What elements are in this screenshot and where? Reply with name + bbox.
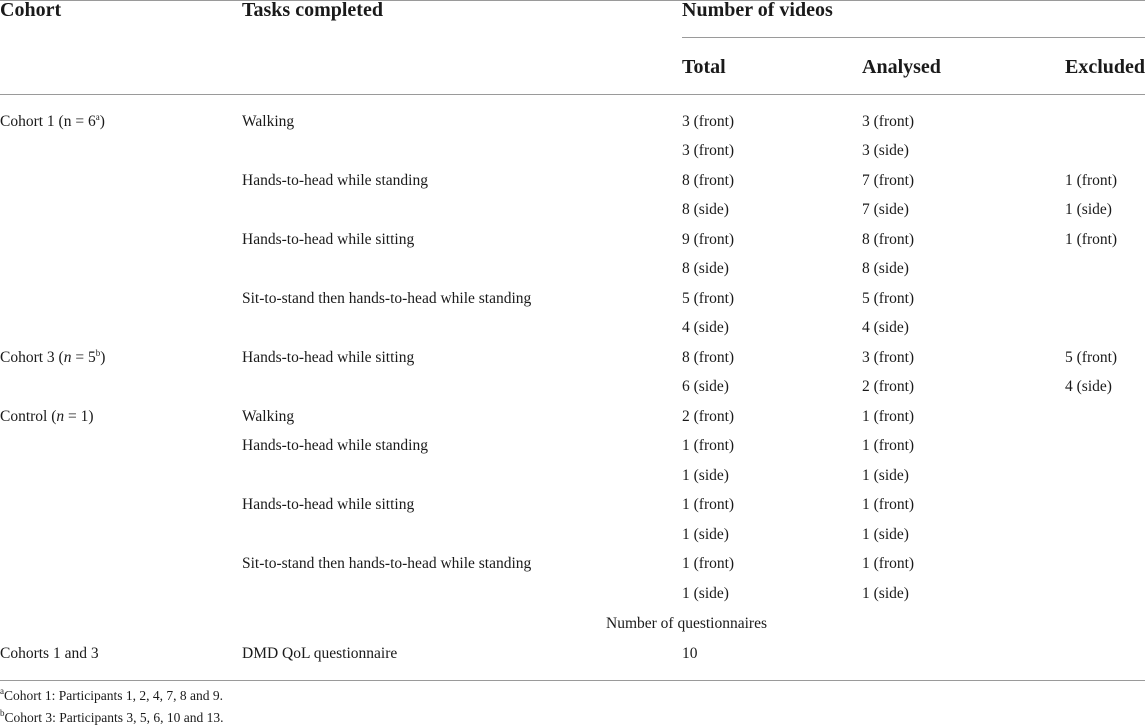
excluded-cell: 4 (side) bbox=[1065, 378, 1112, 395]
total-cell: 8 (front) bbox=[682, 349, 735, 366]
cohort-3-label: Cohort 3 $(n = 5^b)$ bbox=[0, 348, 106, 366]
analysed-cell: 3 (side) bbox=[862, 142, 909, 159]
total-cell: 2 (front) bbox=[682, 408, 735, 425]
analysed-cell: 5 (front) bbox=[862, 290, 915, 307]
task-cell: Walking bbox=[242, 408, 295, 425]
task-cell: Hands-to-head while sitting bbox=[242, 349, 415, 366]
task-cell: Sit-to-stand then hands-to-head while standing bbox=[242, 555, 532, 572]
total-cell: 6 (side) bbox=[682, 378, 729, 395]
total-cell: 1 (front) bbox=[682, 437, 735, 454]
total-cell: 1 (side) bbox=[682, 467, 729, 484]
footnote-mark-a: a bbox=[95, 112, 100, 122]
total-cell: 8 (front) bbox=[682, 172, 735, 189]
analysed-cell: 8 (front) bbox=[862, 231, 915, 248]
footnote-a: $^a$Cohort 1: Participants 1, 2, 4, 7, 8 and 9. bbox=[0, 686, 223, 703]
excluded-cell: 1 (front) bbox=[1065, 172, 1118, 189]
cohorts-1-and-3-label: Cohorts 1 and 3 bbox=[0, 645, 99, 662]
analysed-cell: 1 (side) bbox=[862, 585, 909, 602]
excluded-cell: 5 (front) bbox=[1065, 349, 1118, 366]
analysed-cell: 1 (front) bbox=[862, 437, 915, 454]
excluded-cell: 1 (front) bbox=[1065, 231, 1118, 248]
footnote-b: $^b$Cohort 3: Participants 3, 5, 6, 10 and 13. bbox=[0, 708, 224, 725]
excluded-cell: 1 (side) bbox=[1065, 201, 1112, 218]
analysed-cell: 1 (side) bbox=[862, 467, 909, 484]
header-excluded: Excluded bbox=[1065, 56, 1145, 78]
footnote-mark-b: b bbox=[95, 348, 101, 358]
table-bottom-rule bbox=[0, 680, 1145, 681]
total-cell: 3 (front) bbox=[682, 142, 735, 159]
task-cell: Hands-to-head while standing bbox=[242, 172, 428, 189]
header-tasks: Tasks completed bbox=[242, 0, 383, 21]
analysed-cell: 1 (front) bbox=[862, 555, 915, 572]
total-cell: 1 (front) bbox=[682, 496, 735, 513]
analysed-cell: 2 (front) bbox=[862, 378, 915, 395]
questionnaire-task-cell: DMD QoL questionnaire bbox=[242, 645, 398, 662]
total-cell: 1 (side) bbox=[682, 585, 729, 602]
header-bottom-rule bbox=[0, 94, 1145, 95]
total-cell: 8 (side) bbox=[682, 201, 729, 218]
total-cell: 1 (front) bbox=[682, 555, 735, 572]
total-cell: 8 (side) bbox=[682, 260, 729, 277]
task-cell: Walking bbox=[242, 113, 295, 130]
control-label: Control (n = 1) bbox=[0, 408, 94, 425]
task-cell: Sit-to-stand then hands-to-head while standing bbox=[242, 290, 532, 307]
analysed-cell: 4 (side) bbox=[862, 319, 909, 336]
total-cell: 4 (side) bbox=[682, 319, 729, 336]
task-cell: Hands-to-head while sitting bbox=[242, 231, 415, 248]
table-top-rule bbox=[0, 0, 1145, 1]
analysed-cell: 3 (front) bbox=[862, 113, 915, 130]
header-cohort: Cohort bbox=[0, 0, 62, 21]
questionnaires-header: Number of questionnaires bbox=[606, 615, 767, 632]
analysed-cell: 1 (front) bbox=[862, 496, 915, 513]
total-cell: 1 (side) bbox=[682, 526, 729, 543]
cohort-1-label: Cohort 1 $(n = 6^a)$ bbox=[0, 112, 105, 130]
task-cell: Hands-to-head while sitting bbox=[242, 496, 415, 513]
header-analysed: Analysed bbox=[862, 56, 941, 78]
total-cell: 9 (front) bbox=[682, 231, 735, 248]
total-cell: 5 (front) bbox=[682, 290, 735, 307]
total-cell: 3 (front) bbox=[682, 113, 735, 130]
header-number-of-videos: Number of videos bbox=[682, 0, 833, 21]
analysed-cell: 3 (front) bbox=[862, 349, 915, 366]
analysed-cell: 1 (side) bbox=[862, 526, 909, 543]
header-total: Total bbox=[682, 56, 726, 78]
analysed-cell: 7 (side) bbox=[862, 201, 909, 218]
analysed-cell: 1 (front) bbox=[862, 408, 915, 425]
analysed-cell: 7 (front) bbox=[862, 172, 915, 189]
questionnaire-total-cell: 10 bbox=[682, 645, 698, 662]
task-cell: Hands-to-head while standing bbox=[242, 437, 428, 454]
analysed-cell: 8 (side) bbox=[862, 260, 909, 277]
videos-subheader-rule bbox=[682, 37, 1145, 38]
